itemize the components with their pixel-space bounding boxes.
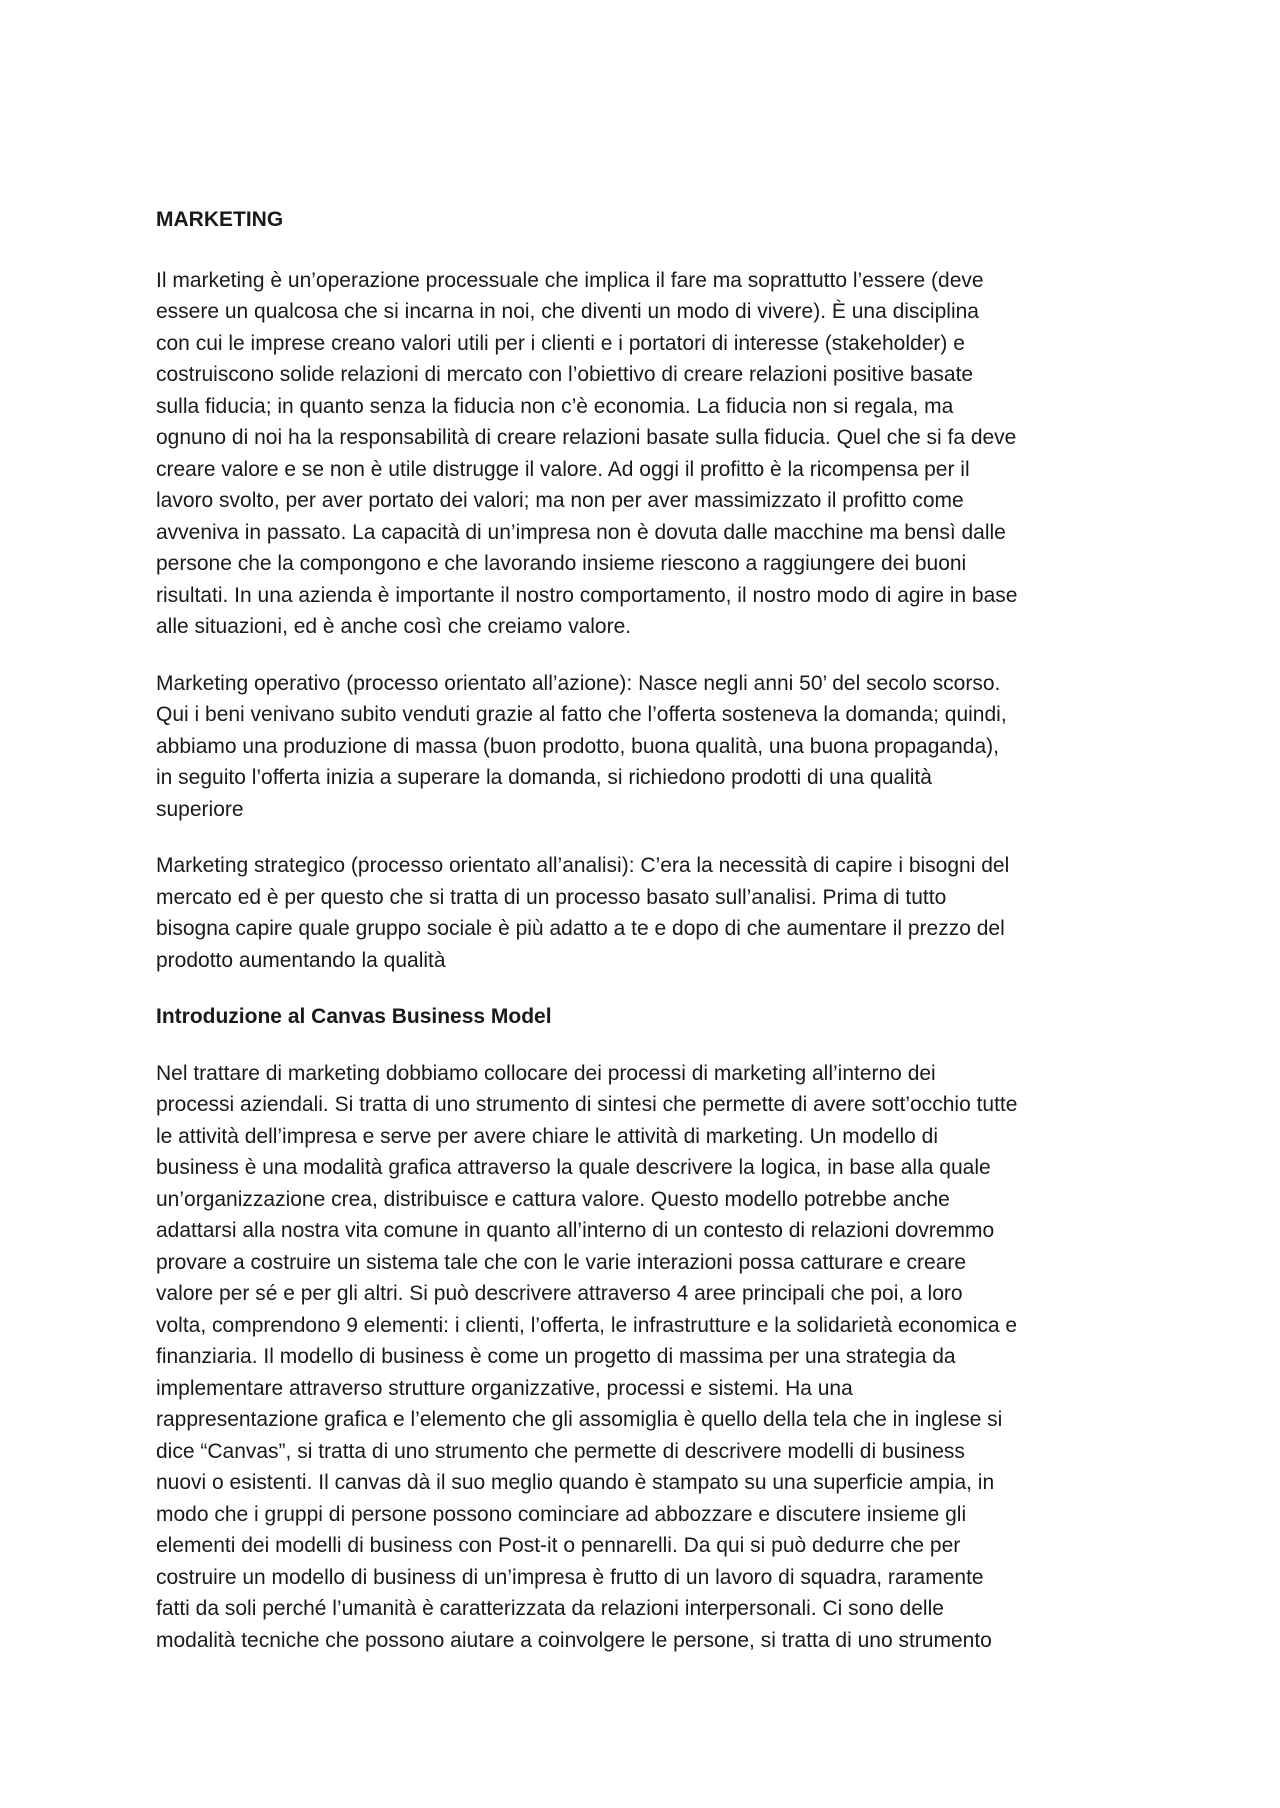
marketing-strategico-paragraph — [156, 850, 1136, 976]
text-line: business è una modalità grafica attraverso la quale descrivere la logica, in base alla quale — [156, 1156, 991, 1179]
text-line: elementi dei modelli di business con Post-it o pennarelli. Da qui si può dedurre che per — [156, 1534, 961, 1557]
text-line: avveniva in passato. La capacità di un’impresa non è dovuta dalle macchine ma bensì dalle — [156, 520, 1006, 544]
text-line: adattarsi alla nostra vita comune in quanto all’interno di un contesto di relazioni dovremmo — [156, 1219, 995, 1242]
text-line: valore per sé e per gli altri. Si può descrivere attraverso 4 aree principali che poi, a loro — [156, 1282, 963, 1305]
text-line: costruiscono solide relazioni di mercato con l’obiettivo di creare relazioni positive basate — [156, 363, 974, 386]
text-line: prodotto aumentando la qualità — [156, 948, 446, 972]
text-line: sulla fiducia; in quanto senza la fiducia non c’è economia. La fiducia non si regala, ma — [156, 394, 954, 418]
text-line: dice “Canvas”, si tratta di uno strumento che permette di descrivere modelli di business — [156, 1439, 965, 1463]
text-line: essere un qualcosa che si incarna in noi, che diventi un modo di vivere). È una disciplina — [156, 300, 979, 323]
text-line: in seguito l’offerta inizia a superare la domanda, si richiedono prodotti di una qualità — [156, 766, 932, 789]
text-line: Qui i beni venivano subito venduti grazie al fatto che l’offerta sosteneva la domanda; quindi, — [156, 703, 1007, 726]
marketing-operativo-paragraph — [156, 668, 1136, 826]
text-line: abbiamo una produzione di massa (buon prodotto, buona qualità, una buona propaganda), — [156, 734, 999, 758]
text-line: ognuno di noi ha la responsabilità di creare relazioni basate sulla fiducia. Quel che si fa deve — [156, 426, 1017, 449]
text-line: nuovi o esistenti. Il canvas dà il suo meglio quando è stampato su una superficie ampia, in — [156, 1471, 995, 1494]
text-line: fatti da soli perché l’umanità è caratterizzata da relazioni interpersonali. Ci sono delle — [156, 1597, 944, 1620]
text-line: implementare attraverso strutture organizzative, processi e sistemi. Ha una — [156, 1376, 853, 1400]
text-line: provare a costruire un sistema tale che con le varie interazioni possa catturare e creare — [156, 1250, 967, 1274]
text-line: persone che la compongono e che lavorando insieme riescono a raggiungere dei buoni — [156, 552, 967, 575]
text-line: rappresentazione grafica e l’elemento che gli assomiglia è quello della tela che in inglese si — [156, 1408, 1003, 1431]
text-line: le attività dell’impresa e serve per avere chiare le attività di marketing. Un modello di — [156, 1124, 939, 1148]
text-line: Nel trattare di marketing dobbiamo collocare dei processi di marketing all’interno dei — [156, 1061, 936, 1085]
text-line: lavoro svolto, per aver portato dei valori; ma non per aver massimizzato il profitto come — [156, 489, 964, 512]
intro-paragraph — [156, 265, 1136, 643]
document-body — [156, 204, 1136, 1681]
text-line: costruire un modello di business di un’impresa è frutto di un lavoro di squadra, raramente — [156, 1565, 984, 1589]
text-line: Marketing operativo (processo orientato all’azione): Nasce negli anni 50’ del secolo scorso. — [156, 671, 1001, 695]
text-line: volta, comprendono 9 elementi: i clienti, l’offerta, le infrastrutture e la solidarietà economica e — [156, 1313, 1018, 1337]
text-line: Il marketing è un’operazione processuale che implica il fare ma soprattutto l’essere (deve — [156, 268, 984, 292]
text-line: risultati. In una azienda è importante il nostro comportamento, il nostro modo di agire in base — [156, 583, 1018, 607]
text-line: finanziaria. Il modello di business è come un progetto di massima per una strategia da — [156, 1345, 956, 1368]
text-line: con cui le imprese creano valori utili per i clienti e i portatori di interesse (stakeholder) e — [156, 331, 965, 355]
document-title: MARKETING — [156, 208, 284, 231]
canvas-paragraph — [156, 1058, 1136, 1657]
text-line: alle situazioni, ed è anche così che creiamo valore. — [156, 615, 632, 638]
text-line: modalità tecniche che possono aiutare a coinvolgere le persone, si tratta di uno strumento — [156, 1628, 992, 1652]
text-line: Marketing strategico (processo orientato all’analisi): C’era la necessità di capire i bisogni del — [156, 854, 1010, 877]
text-line: bisogna capire quale gruppo sociale è più adatto a te e dopo di che aumentare il prezzo del — [156, 917, 1005, 940]
text-line: mercato ed è per questo che si tratta di un processo basato sull’analisi. Prima di tutto — [156, 885, 947, 909]
section-title: Introduzione al Canvas Business Model — [156, 1005, 552, 1028]
text-line: superiore — [156, 797, 244, 821]
text-line: processi aziendali. Si tratta di uno strumento di sintesi che permette di avere sott’occhio tutte — [156, 1093, 1018, 1116]
text-line: modo che i gruppi di persone possono cominciare ad abbozzare e discutere insieme gli — [156, 1502, 967, 1526]
text-line: un’organizzazione crea, distribuisce e cattura valore. Questo modello potrebbe anche — [156, 1187, 950, 1211]
text-line: creare valore e se non è utile distrugge il valore. Ad oggi il profitto è la ricompensa per il — [156, 457, 970, 481]
